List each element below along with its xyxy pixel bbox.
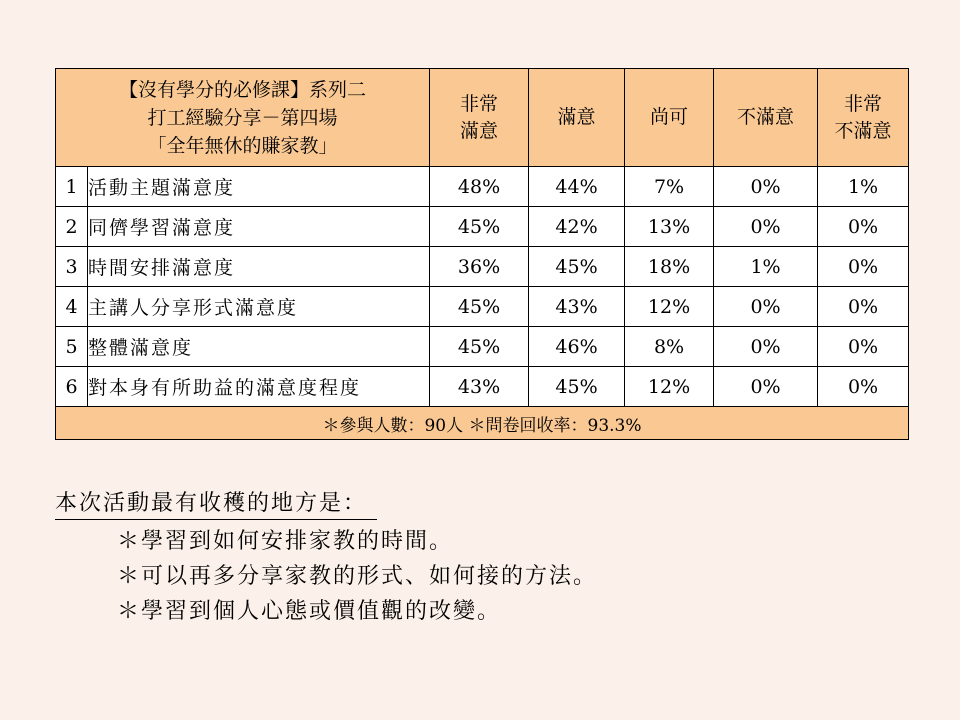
- table-footer-row: [56, 407, 909, 440]
- notes-section: [55, 486, 597, 629]
- table-footer: ＊參與人數：90人 ＊問卷回收率：93.3%: [56, 407, 909, 440]
- cell-value: 0%: [714, 207, 818, 247]
- cell-value: 45%: [430, 327, 529, 367]
- cell-value: 1%: [818, 167, 909, 207]
- cell-value: 0%: [714, 367, 818, 407]
- row-item: 對本身有所助益的滿意度程度: [88, 367, 430, 407]
- cell-value: 1%: [714, 247, 818, 287]
- table-row: [56, 167, 909, 207]
- table-row: [56, 327, 909, 367]
- cell-value: 12%: [625, 367, 714, 407]
- table-row: [56, 207, 909, 247]
- cell-value: 0%: [714, 287, 818, 327]
- row-item: 活動主題滿意度: [88, 167, 430, 207]
- table-title-line-3: 「全年無休的賺家教」: [147, 134, 338, 157]
- column-header-text: 尚可: [650, 106, 689, 128]
- cell-value: 0%: [818, 207, 909, 247]
- cell-value: 48%: [430, 167, 529, 207]
- notes-title: 本次活動最有收穫的地方是：: [55, 486, 377, 520]
- survey-table: [55, 68, 909, 440]
- column-header-very-dissatisfied: [818, 69, 909, 167]
- table-title: [56, 69, 430, 167]
- cell-value: 45%: [529, 367, 625, 407]
- row-number: 1: [56, 167, 88, 207]
- table-title-line-2: 打工經驗分享－第四場: [147, 106, 338, 129]
- cell-value: 46%: [529, 327, 625, 367]
- cell-value: 36%: [430, 247, 529, 287]
- column-header-text: 不滿意: [834, 119, 892, 142]
- column-header-text: 非常: [460, 92, 499, 115]
- column-header-satisfied: [529, 69, 625, 167]
- row-number: 5: [56, 327, 88, 367]
- cell-value: 0%: [818, 247, 909, 287]
- cell-value: 0%: [818, 327, 909, 367]
- cell-value: 0%: [818, 367, 909, 407]
- cell-value: 45%: [529, 247, 625, 287]
- row-number: 3: [56, 247, 88, 287]
- cell-value: 43%: [430, 367, 529, 407]
- table-row: [56, 247, 909, 287]
- table-row: [56, 287, 909, 327]
- cell-value: 43%: [529, 287, 625, 327]
- table-row: [56, 367, 909, 407]
- table-title-line-1: 【沒有學分的必修課】系列二: [119, 78, 367, 101]
- column-header-acceptable: [625, 69, 714, 167]
- row-number: 2: [56, 207, 88, 247]
- cell-value: 7%: [625, 167, 714, 207]
- list-item: ＊可以再多分享家教的形式、如何接的方法。: [117, 564, 598, 589]
- cell-value: 12%: [625, 287, 714, 327]
- cell-value: 18%: [625, 247, 714, 287]
- cell-value: 45%: [430, 287, 529, 327]
- cell-value: 0%: [714, 327, 818, 367]
- cell-value: 45%: [430, 207, 529, 247]
- notes-list: [55, 524, 597, 629]
- cell-value: 8%: [625, 327, 714, 367]
- row-item: 同儕學習滿意度: [88, 207, 430, 247]
- cell-value: 44%: [529, 167, 625, 207]
- cell-value: 13%: [625, 207, 714, 247]
- cell-value: 0%: [714, 167, 818, 207]
- column-header-very-satisfied: [430, 69, 529, 167]
- column-header-text: 滿意: [557, 106, 596, 128]
- column-header-dissatisfied: [714, 69, 818, 167]
- table-header-row: [56, 69, 909, 167]
- cell-value: 42%: [529, 207, 625, 247]
- list-item: ＊學習到個人心態或價值觀的改變。: [117, 599, 502, 624]
- list-item: ＊學習到如何安排家教的時間。: [117, 529, 454, 554]
- row-item: 主講人分享形式滿意度: [88, 287, 430, 327]
- column-header-text: 滿意: [460, 119, 499, 142]
- row-number: 6: [56, 367, 88, 407]
- cell-value: 0%: [818, 287, 909, 327]
- row-item: 整體滿意度: [88, 327, 430, 367]
- row-number: 4: [56, 287, 88, 327]
- column-header-text: 不滿意: [737, 106, 795, 128]
- column-header-text: 非常: [844, 92, 883, 115]
- row-item: 時間安排滿意度: [88, 247, 430, 287]
